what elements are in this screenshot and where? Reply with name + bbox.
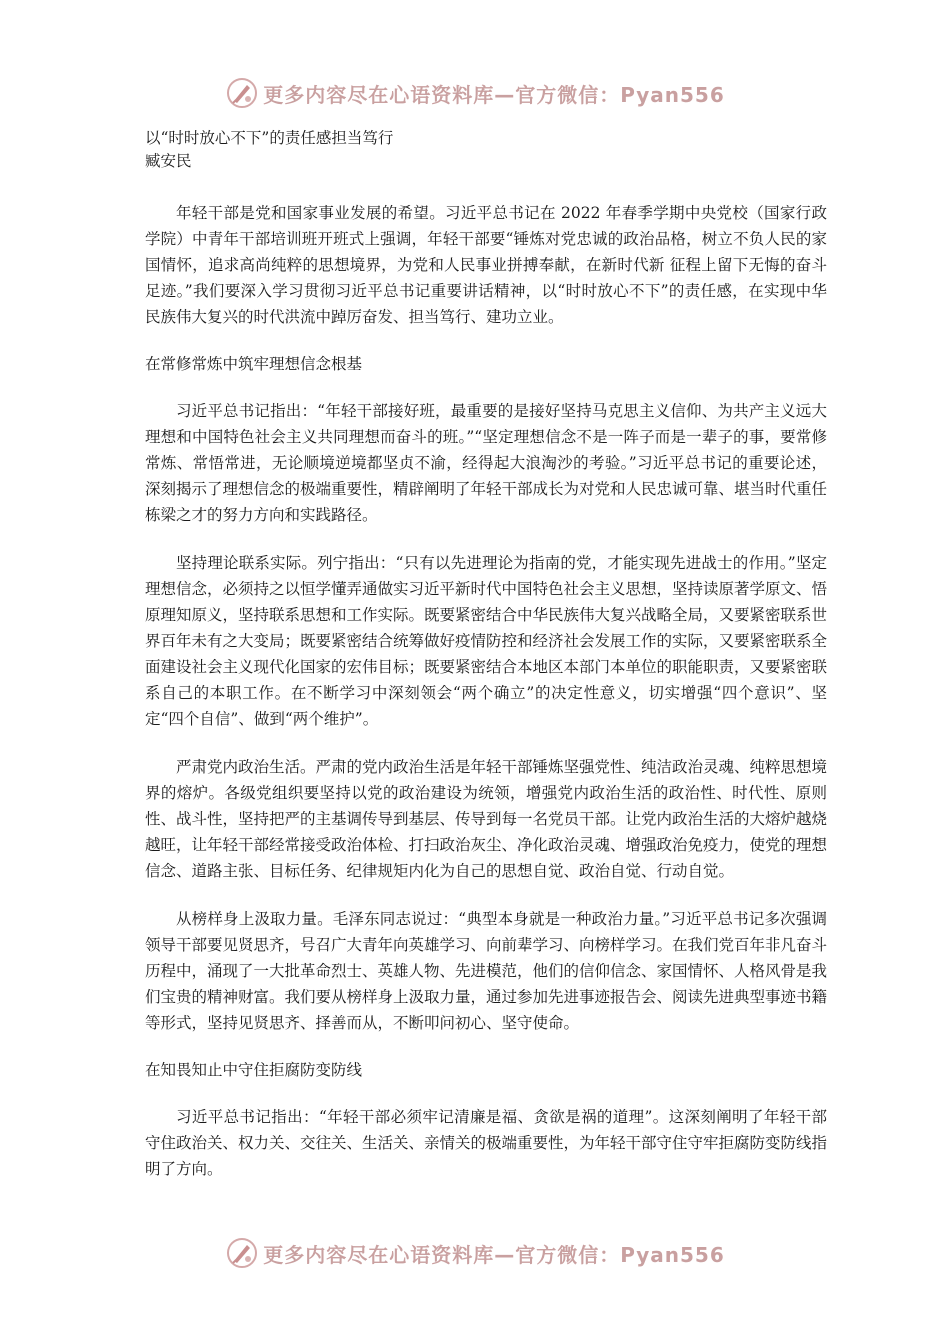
watermark-text: 更多内容尽在心语资料库—官方微信：Pyan556 (263, 82, 725, 107)
section1-paragraph-2: 坚持理论联系实际。列宁指出：“只有以先进理论为指南的党，才能实现先进战士的作用。”坚定理想信念，必须持之以恒学懂弄通做实习近平新时代中国特色社会主义思想，坚持读原著学原文、悟原理知原义，坚持联系思想和工作实际。既要紧密结合中华民族伟大复兴战略全局，又要紧密联系世界百年未有之大变局；既要紧密结合统筹做好疫情防控和经济社会发展工作的实际，又要紧密联系全面建设社会主义现代化国家的宏伟目标；既要紧密结合本地区本部门本单位的职能职责，又要紧密联系自己的本职工作。在不断学习中深刻领会“两个确立”的决定性意义，切实增强“四个意识”、坚定“四个自信”、做到“两个维护”。 (145, 554, 828, 728)
section1-paragraph-4: 从榜样身上汲取力量。毛泽东同志说过：“典型本身就是一种政治力量。”习近平总书记多次强调领导干部要见贤思齐，号召广大青年向英雄学习、向前辈学习、向榜样学习。在我们党百年非凡奋斗历程中，涌现了一大批革命烈士、英雄人物、先进模范，他们的信仰信念、家国情怀、人格风骨是我们宝贵的精神财富。我们要从榜样身上汲取力量，通过参加先进事迹报告会、阅读先进典型事迹书籍等形式，坚持见贤思齐、择善而从，不断叩问初心、坚守使命。 (145, 910, 828, 1032)
watermark-text: 更多内容尽在心语资料库—官方微信：Pyan556 (263, 1242, 725, 1267)
article-author: 臧安民 (145, 152, 192, 170)
article-title: 以“时时放心不下”的责任感担当笃行 (145, 129, 394, 147)
section2-paragraph-1: 习近平总书记指出：“年轻干部必须牢记清廉是福、贪欲是祸的道理”。这深刻阐明了年轻干部守住政治关、权力关、交往关、生活关、亲情关的极端重要性，为年轻干部守住守牢拒腐防变防线指明了方向。 (145, 1108, 828, 1178)
section-heading-1: 在常修常炼中筑牢理想信念根基 (145, 355, 363, 373)
intro-paragraph: 年轻干部是党和国家事业发展的希望。习近平总书记在 2022 年春季学期中央党校（国家行政学院）中青年干部培训班开班式上强调，年轻干部要“锤炼对党忠诚的政治品格，树立不负人民的家国情怀，追求高尚纯粹的思想境界，为党和人民事业拼搏奉献，在新时代新 征程上留下无悔的奋斗足迹。”我们要深入学习贯彻习近平总书记重要讲话精神，以“时时放心不下”的责任感，在实现中华民族伟大复兴的时代洪流中踔厉奋发、担当笃行、建功立业。 (145, 204, 827, 326)
section1-paragraph-3: 严肃党内政治生活。严肃的党内政治生活是年轻干部锤炼坚强党性、纯洁政治灵魂、纯粹思想境界的熔炉。各级党组织要坚持以党的政治建设为统领，增强党内政治生活的政治性、时代性、原则性、战斗性，坚持把严的主基调传导到基层、传导到每一名党员干部。让党内政治生活的大熔炉越烧越旺，让年轻干部经常接受政治体检、打扫政治灰尘、净化政治灵魂、增强政治免疫力，使党的理想信念、道路主张、目标任务、纪律规矩内化为自己的思想自觉、政治自觉、行动自觉。 (145, 758, 828, 880)
footer-watermark-banner (0, 1233, 950, 1273)
quill-seal-icon (225, 1236, 259, 1270)
article-body (145, 127, 827, 1204)
header-watermark-banner (0, 73, 950, 113)
section-heading-2: 在知畏知止中守住拒腐防变防线 (145, 1061, 363, 1079)
quill-seal-icon (225, 76, 259, 110)
section1-paragraph-1: 习近平总书记指出：“年轻干部接好班，最重要的是接好坚持马克思主义信仰、为共产主义远大理想和中国特色社会主义共同理想而奋斗的班。”“坚定理想信念不是一阵子而是一辈子的事，要常修常炼、常悟常进，无论顺境逆境都坚贞不渝，经得起大浪淘沙的考验。”习近平总书记的重要论述，深刻揭示了理想信念的极端重要性，精辟阐明了年轻干部成长为对党和人民忠诚可靠、堪当时代重任栋梁之才的努力方向和实践路径。 (145, 402, 828, 524)
